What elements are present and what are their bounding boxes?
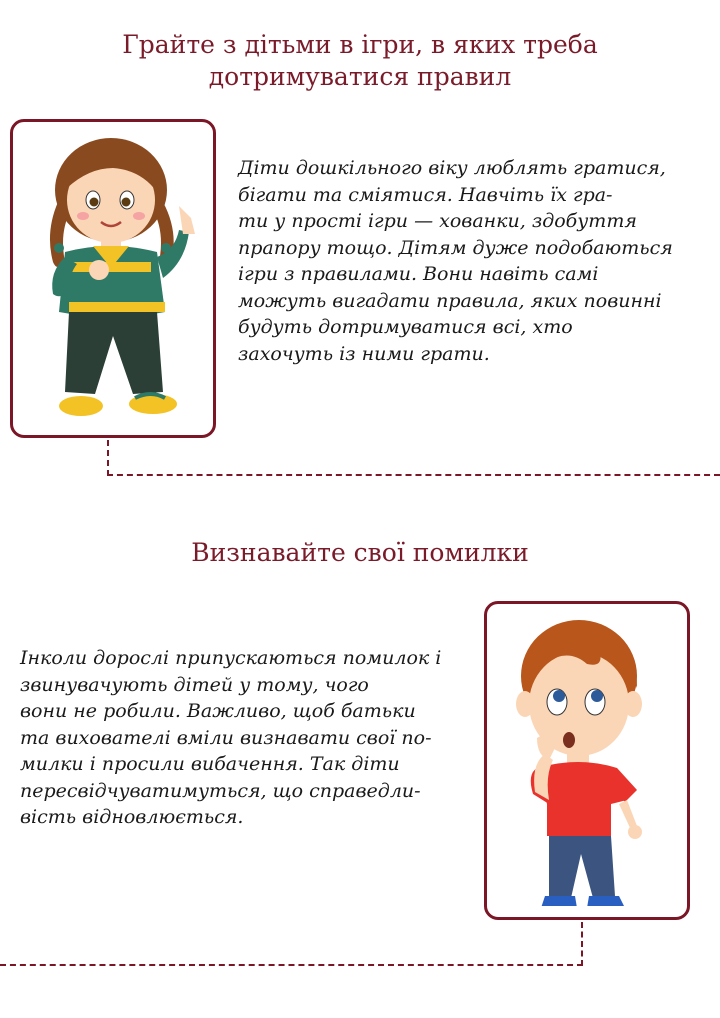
section-1-text-line: бігати та сміятися. Навчіть їх гра- (238, 183, 613, 206)
section-1-text-line: можуть вигадати правила, яких повинні (238, 289, 662, 312)
section-2-text-line: звинувачують дітей у тому, чого (20, 673, 369, 696)
section-1-text-line: ігри з правилами. Вони навіть самі (238, 263, 599, 285)
section-1-title-line-2: дотримуватися правил (208, 62, 512, 91)
connector-1-vertical (107, 440, 109, 476)
section-1-text-line: ти у прості ігри — хованки, здобуття (238, 210, 637, 232)
section-1-text (238, 155, 673, 367)
connector-2-vertical (581, 922, 583, 966)
section-1-text-line: Діти дошкільного віку люблять гратися, (238, 157, 666, 179)
section-1-text-line: будуть дотримуватися всі, хто (238, 316, 573, 338)
boy-illustration (487, 604, 687, 917)
section-1-text-line: прапору тощо. Дітям дуже подобаються (238, 236, 673, 259)
section-2-text-line: милки і просили вибачення. Так діти (20, 753, 400, 775)
connector-1-horizontal (107, 474, 720, 476)
section-1-text-line: захочуть із ними грати. (238, 342, 490, 365)
section-2-title: Визнавайте свої помилки (191, 538, 529, 567)
section-1-title-line-1: Грайте з дітьми в ігри, в яких треба (122, 30, 598, 59)
girl-image-frame (10, 119, 216, 438)
boy-image-frame (484, 601, 690, 920)
section-2-text-line: та вихователі вміли визнавати свої по- (20, 726, 432, 749)
section-2-text-line: вони не робили. Важливо, щоб батьки (20, 700, 416, 722)
section-2-text-line: вість відновлюється. (20, 806, 244, 828)
section-2-text-line: пересвідчуватимуться, що справедли- (20, 779, 421, 802)
section-2-text (20, 645, 441, 831)
section-2-text-line: Інколи дорослі припускаються помилок і (20, 647, 442, 669)
girl-illustration (13, 122, 213, 435)
section-1-title (0, 29, 720, 93)
connector-2-horizontal (0, 964, 583, 966)
